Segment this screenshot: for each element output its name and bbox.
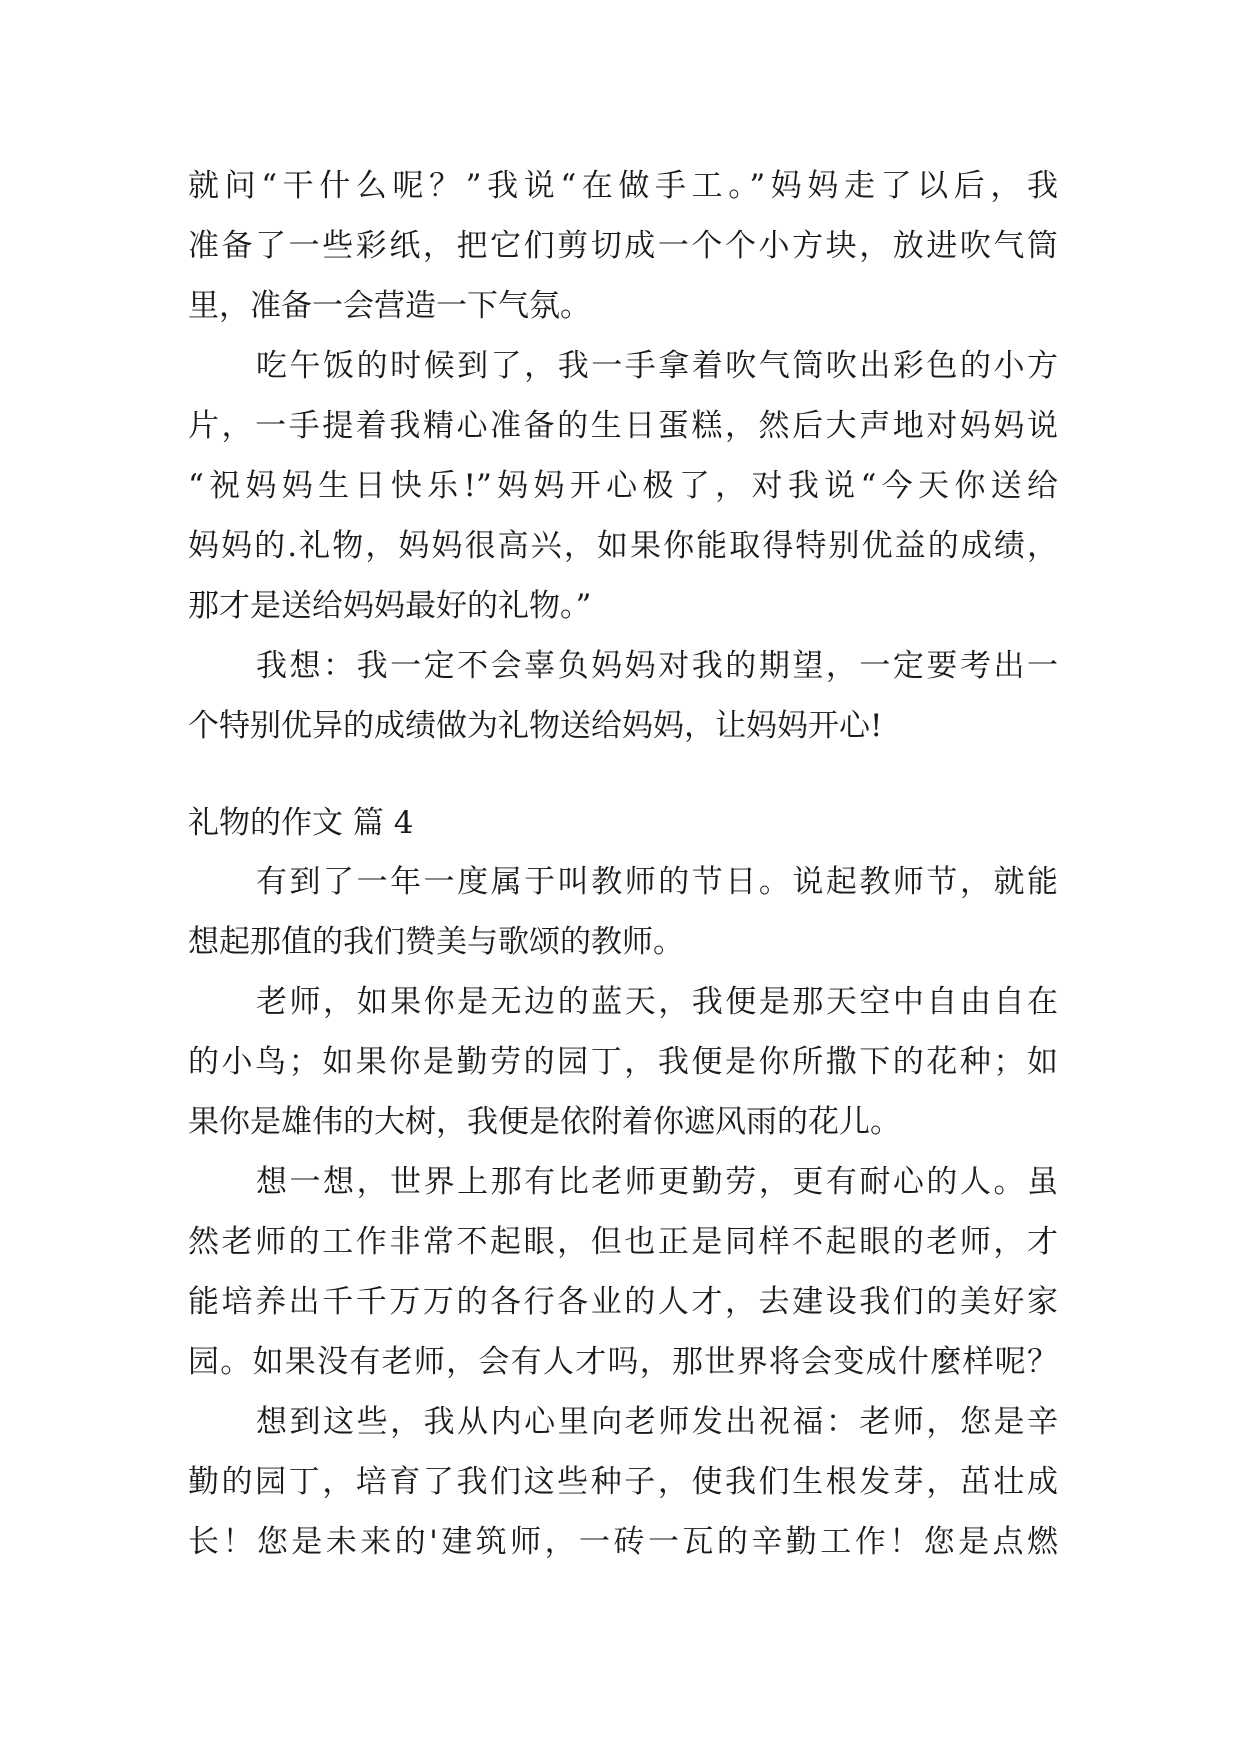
text-line: 有到了一年一度属于叫教师的节日。说起教师节，就能	[256, 864, 1058, 900]
text-line: 果你是雄伟的大树，我便是依附着你遮风雨的花儿。	[188, 1104, 901, 1140]
text-line: 的小鸟；如果你是勤劳的园丁，我便是你所撒下的花种；如	[188, 1044, 1058, 1080]
text-line: 想到这些，我从内心里向老师发出祝福：老师，您是辛	[256, 1404, 1058, 1440]
text-line: 就问“干什么呢？”我说“在做手工。”妈妈走了以后，我	[188, 168, 1058, 204]
text-line: 那才是送给妈妈最好的礼物。”	[188, 588, 592, 624]
text-line: 长！您是未来的'建筑师，一砖一瓦的辛勤工作！您是点燃	[188, 1524, 1058, 1560]
text-line: 老师，如果你是无边的蓝天，我便是那天空中自由自在	[256, 984, 1058, 1020]
text-line: 我想：我一定不会辜负妈妈对我的期望，一定要考出一	[256, 648, 1058, 684]
text-line: 园。如果没有老师，会有人才吗，那世界将会变成什麼样呢？	[188, 1344, 1058, 1380]
text-line: 能培养出千千万万的各行各业的人才，去建设我们的美好家	[188, 1284, 1058, 1320]
section-heading: 礼物的作文 篇 4	[188, 805, 414, 841]
text-line: “祝妈妈生日快乐!”妈妈开心极了，对我说“今天你送给	[188, 468, 1058, 504]
text-line: 妈妈的.礼物，妈妈很高兴，如果你能取得特别优益的成绩，	[188, 528, 1058, 564]
text-line: 然老师的工作非常不起眼，但也正是同样不起眼的老师，才	[188, 1224, 1058, 1260]
text-line: 吃午饭的时候到了，我一手拿着吹气筒吹出彩色的小方	[256, 348, 1058, 384]
text-line: 个特别优异的成绩做为礼物送给妈妈，让妈妈开心!	[188, 708, 883, 744]
text-line: 勤的园丁，培育了我们这些种子，使我们生根发芽，茁壮成	[188, 1464, 1058, 1500]
text-line: 准备了一些彩纸，把它们剪切成一个个小方块，放进吹气筒	[188, 228, 1058, 264]
text-line: 里，准备一会营造一下气氛。	[188, 288, 591, 324]
text-line: 想起那值的我们赞美与歌颂的教师。	[188, 924, 684, 960]
text-line: 想一想，世界上那有比老师更勤劳，更有耐心的人。虽	[256, 1164, 1058, 1200]
text-line: 片，一手提着我精心准备的生日蛋糕，然后大声地对妈妈说	[188, 408, 1058, 444]
